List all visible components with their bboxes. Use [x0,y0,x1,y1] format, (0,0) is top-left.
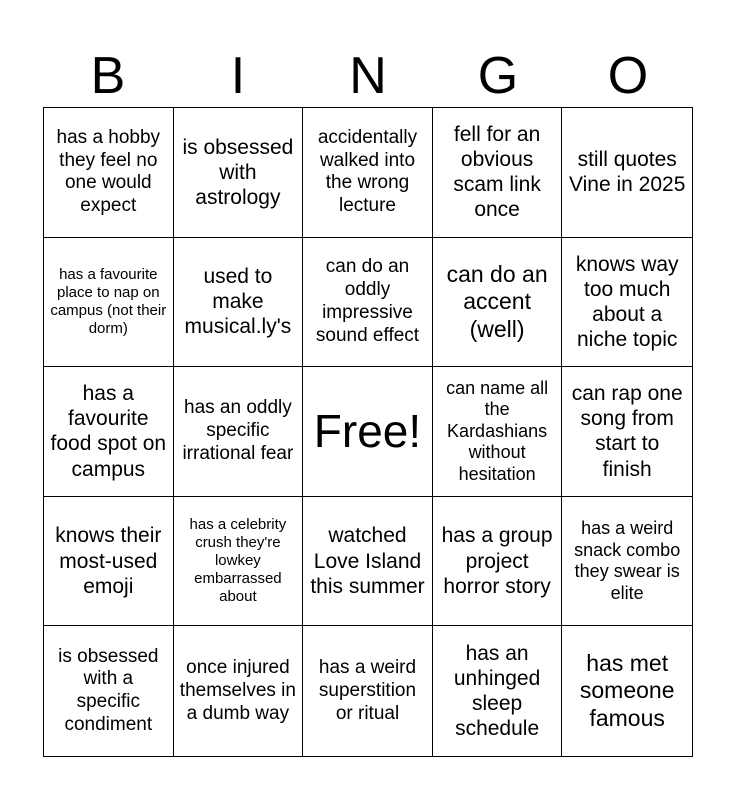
free-space[interactable]: Free! [303,367,433,497]
bingo-cell[interactable]: is obsessed with astrology [174,108,304,238]
bingo-cell[interactable]: has a group project horror story [433,497,563,627]
bingo-board [43,107,693,757]
bingo-cell[interactable]: has an oddly specific irrational fear [174,367,304,497]
bingo-cell[interactable]: has a favourite food spot on campus [44,367,174,497]
bingo-cell[interactable]: fell for an obvious scam link once [433,108,563,238]
bingo-cell[interactable]: can rap one song from start to finish [562,367,692,497]
bingo-cell[interactable]: still quotes Vine in 2025 [562,108,692,238]
bingo-cell[interactable]: knows their most-used emoji [44,497,174,627]
bingo-cell[interactable]: accidentally walked into the wrong lecture [303,108,433,238]
bingo-cell[interactable]: can do an oddly impressive sound effect [303,238,433,368]
header-letter-i: I [230,47,246,105]
header-letter-o: O [607,47,649,105]
header-letter-b: B [90,47,126,105]
bingo-cell[interactable]: once injured themselves in a dumb way [174,626,304,756]
header-letter-g: G [477,47,519,105]
bingo-cell[interactable]: has a weird superstition or ritual [303,626,433,756]
bingo-cell[interactable]: has a favourite place to nap on campus (not their dorm) [44,238,174,368]
bingo-cell[interactable]: is obsessed with a specific condiment [44,626,174,756]
bingo-cell[interactable]: has an unhinged sleep schedule [433,626,563,756]
header-letter-n: N [349,47,387,105]
bingo-cell[interactable]: has a hobby they feel no one would expect [44,108,174,238]
bingo-header [43,44,693,108]
bingo-cell[interactable]: has a celebrity crush they're lowkey embarrassed about [174,497,304,627]
bingo-cell[interactable]: has met someone famous [579,649,675,731]
bingo-cell[interactable]: can name all the Kardashians without hesitation [433,367,563,497]
bingo-cell[interactable]: watched Love Island this summer [303,497,433,627]
bingo-cell[interactable]: has a weird snack combo they swear is elite [562,497,692,627]
bingo-cell[interactable]: knows way too much about a niche topic [562,238,692,368]
bingo-cell[interactable]: used to make musical.ly's [174,238,304,368]
bingo-cell[interactable]: can do an accent (well) [433,238,563,368]
